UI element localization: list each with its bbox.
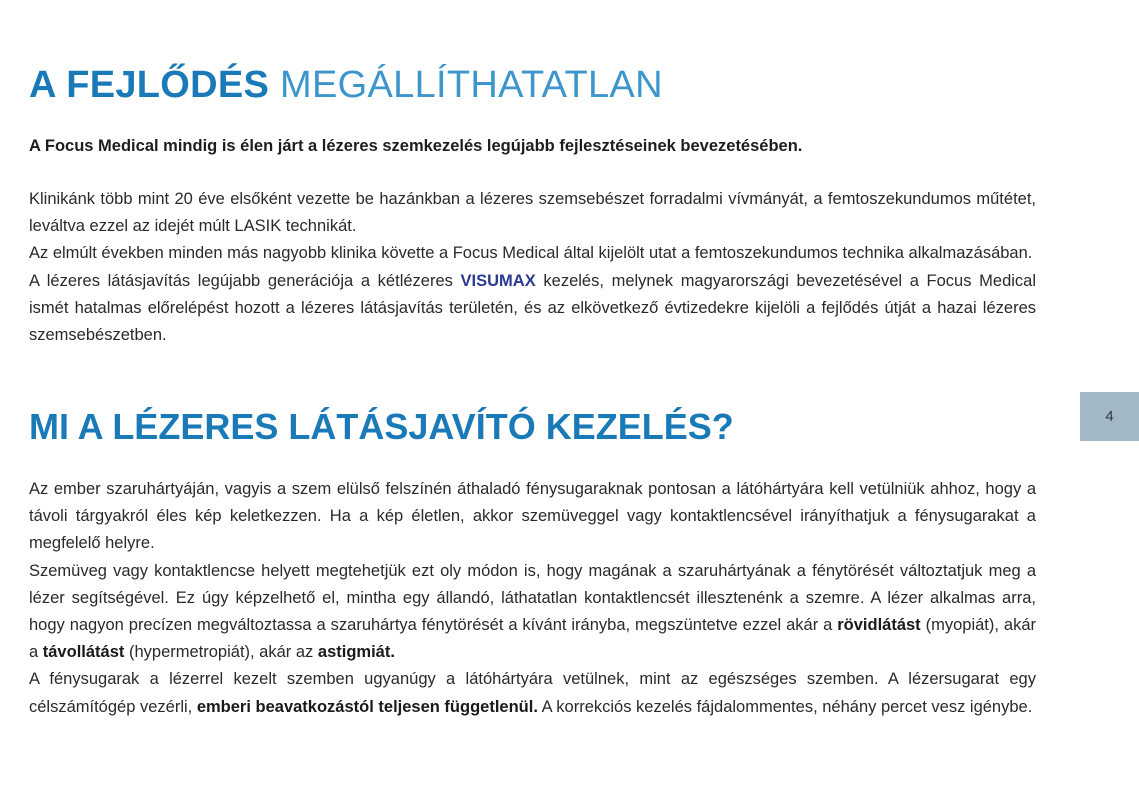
section-development-body	[29, 186, 1036, 349]
page-number-tab: 4	[1080, 392, 1139, 441]
text-span: Szemüveg vagy kontaktlencse helyett megtehetjük ezt oly módon is, hogy magának a szaruhártyának a fénytörését változtatjuk meg a lézer segítségével. Ez úgy képzelhető el, mintha egy állandó, láthatatlan kontaktlencsét illesztenénk a szemre. A lézer alkalmas arra, hogy nagyon precízen megváltoztassa a szaruhártya fénytörését a kívánt irányba, megszüntetve ezzel akár a	[29, 561, 1036, 635]
text-span: A korrekciós kezelés fájdalommentes, néhány percet vesz igénybe.	[537, 697, 1033, 716]
paragraph	[29, 666, 1036, 720]
emphasis-myopia: rövidlátást	[837, 616, 921, 635]
lead-paragraph: A Focus Medical mindig is élen járt a lézeres szemkezelés legújabb fejlesztéseinek bevezetésében.	[29, 137, 803, 155]
heading-development	[29, 62, 1036, 108]
section-treatment-body	[29, 476, 1036, 721]
visumax-brand: VISUMAX	[460, 271, 536, 290]
paragraph: Az ember szaruhártyáján, vagyis a szem elülső felszínén áthaladó fénysugaraknak pontosan a látóhártyára kell vetülniük ahhoz, hogy a távoli tárgyakról éles kép keletkezzen. Ha a kép életlen, akkor szemüveggel vagy kontaktlencsével irányíthatjuk a fénysugarakat a megfelelő helyre.	[29, 480, 1036, 553]
text-span: (myopiát), akár a	[29, 616, 1036, 662]
text-span: A lézeres látásjavítás legújabb generációja a kétlézeres	[29, 271, 461, 290]
text-span: kezelés, melynek magyarországi bevezetésével a Focus Medical ismét hatalmas előrelépést hozott a lézeres látásjavítás területén, és az elkövetkező évtizedekre kijelöli a fejlődés útját a hazai lézeres szemsebészetben.	[29, 271, 1036, 345]
paragraph: Az elmúlt években minden más nagyobb klinika követte a Focus Medical által kijelölt utat a femtoszekundumos technika alkalmazásában.	[29, 244, 1033, 263]
text-span: A fénysugarak a lézerrel kezelt szemben ugyanúgy a látóhártyára vetülnek, mint az egészséges szemben. A lézersugarat egy célszámítógép vezérli,	[29, 670, 1036, 716]
emphasis-astigmatism: astigmiát.	[317, 643, 395, 662]
heading-development-bold: A FEJLŐDÉS	[29, 64, 270, 106]
paragraph	[29, 268, 1036, 350]
text-span: (hypermetropiát), akár az	[124, 643, 318, 662]
paragraph: Klinikánk több mint 20 éve elsőként vezette be hazánkban a lézeres szemsebészet forradalmi vívmányát, a femtoszekundumos műtétet, leváltva ezzel az idejét múlt LASIK technikát.	[29, 190, 1036, 236]
emphasis-hyperopia: távollátást	[42, 643, 125, 662]
heading-treatment: MI A LÉZERES LÁTÁSJAVÍTÓ KEZELÉS?	[29, 406, 734, 447]
paragraph	[29, 558, 1036, 667]
heading-development-light: MEGÁLLÍTHATATLAN	[280, 64, 663, 106]
emphasis-independent: emberi beavatkozástól teljesen függetlenül.	[196, 697, 538, 716]
